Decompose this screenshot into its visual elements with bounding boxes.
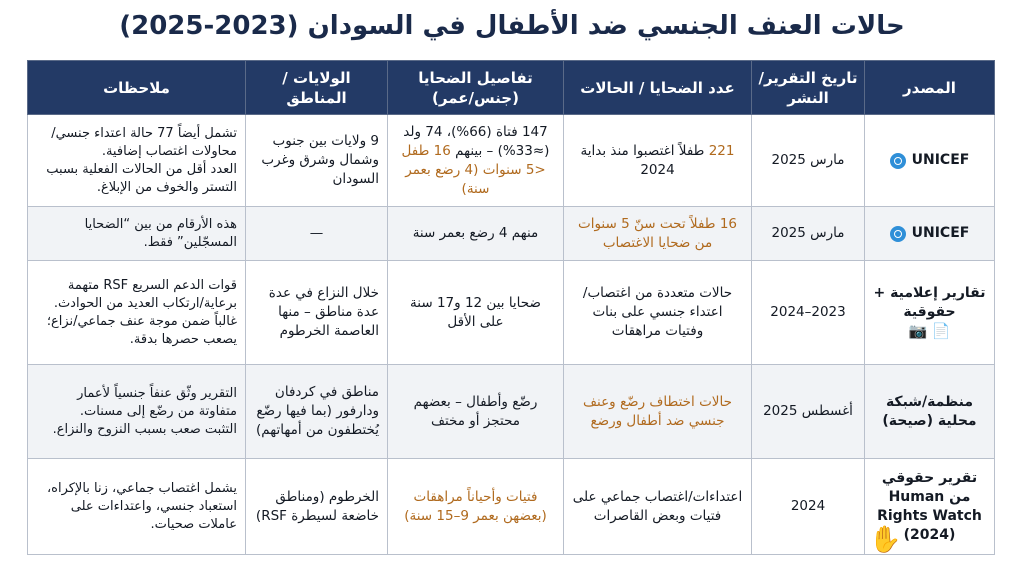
- cell-notes: [28, 365, 246, 459]
- header-regions: الولايات / المناطق: [246, 61, 388, 115]
- cell-regions: خلال النزاع في عدة عدة مناطق – منها العاصمة الخرطوم: [246, 261, 388, 365]
- table-row: [28, 365, 995, 459]
- table-row: [28, 115, 995, 207]
- cell-notes: [28, 115, 246, 207]
- header-notes: ملاحظات: [28, 61, 246, 115]
- cell-date: مارس 2025: [752, 115, 865, 207]
- note-line: تشمل أيضاً 77 حالة اعتداء جنسي/ محاولات اغتصاب إضافية.: [51, 125, 237, 159]
- source-name: UNICEF: [911, 225, 970, 241]
- cell-details: منهم 4 رضع بعمر سنة: [388, 207, 564, 261]
- un-icon: [890, 153, 906, 169]
- cell-count: [564, 115, 752, 207]
- note-line: العدد أقل من الحالات الفعلية بسبب التستر والخوف من الإبلاغ.: [46, 161, 237, 195]
- details-text: 147 فتاة (66%)، 74 ولد (≈33%) – بينهم: [403, 123, 550, 159]
- note-line: التثبت صعب بسبب النزوح والنزاع.: [52, 421, 237, 437]
- cell-details: رضّع وأطفال – بعضهم محتجز أو مختف: [388, 365, 564, 459]
- cell-date: 2024: [752, 459, 865, 555]
- count-highlight: 221: [708, 142, 735, 159]
- details-highlight: 16 طفل <5 سنوات (4 رضع بعمر سنة): [401, 142, 546, 197]
- source-name: UNICEF: [911, 152, 970, 168]
- cell-regions: الخرطوم (ومناطق خاضعة لسيطرة RSF): [246, 459, 388, 555]
- note-line: يشمل اغتصاب جماعي، زنا بالإكراه، استعباد جنسي، واعتداءات على عاملات صحيات.: [46, 480, 237, 532]
- cell-date: أغسطس 2025: [752, 365, 865, 459]
- cell-regions: —: [246, 207, 388, 261]
- cell-details: فتيات وأحياناً مراهقات (بعضهن بعمر 9–15 سنة): [388, 459, 564, 555]
- cell-source: منظمة/شبكة محلية (صيحة): [865, 365, 995, 459]
- count-text: طفلاً اغتصبوا منذ بداية 2024: [580, 142, 705, 178]
- table-row: [28, 261, 995, 365]
- cell-regions: مناطق في كردفان ودارفور (بما فيها رضّع يُختطفون من أمهاتهم): [246, 365, 388, 459]
- cell-date: 2023–2024: [752, 261, 865, 365]
- source-name: تقرير حقوقي من Human Rights Watch (2024): [877, 469, 982, 543]
- cases-table-container: [28, 60, 995, 554]
- cell-source: [865, 115, 995, 207]
- page-title: حالات العنف الجنسي ضد الأطفال في السودان (2023-2025): [119, 11, 905, 41]
- cell-source: [865, 261, 995, 365]
- header-date: تاريخ التقرير/النشر: [752, 61, 865, 115]
- cell-notes: [28, 459, 246, 555]
- table-row: [28, 207, 995, 261]
- cell-count: حالات اختطاف رضّع وعنف جنسي ضد أطفال ورضع: [564, 365, 752, 459]
- hand-icon: ✋: [869, 525, 902, 555]
- note-line: التقرير وثّق عنفاً جنسياً لأعمار متفاوتة من رضّع إلى مسنات.: [77, 385, 237, 419]
- cases-table: [27, 60, 995, 555]
- cell-notes: [28, 207, 246, 261]
- cell-source: [865, 459, 995, 555]
- note-line: هذه الأرقام من بين “الضحايا المسجّلين” فقط.: [84, 216, 237, 250]
- un-icon: [890, 226, 906, 242]
- cell-details: ضحايا بين 12 و17 سنة على الأقل: [388, 261, 564, 365]
- document-camera-icon: 📄 📷: [908, 322, 951, 340]
- note-line: غالباً ضمن موجة عنف جماعي/نزاع؛ يصعب حصرها بدقة.: [46, 313, 237, 347]
- cell-count: 16 طفلاً تحت سنّ 5 سنوات من ضحايا الاغتصاب: [564, 207, 752, 261]
- cell-count: حالات متعددة من اغتصاب/اعتداء جنسي على بنات وفتيات مراهقات: [564, 261, 752, 365]
- cell-count: اعتداءات/اغتصاب جماعي على فتيات وبعض القاصرات: [564, 459, 752, 555]
- cell-details: [388, 115, 564, 207]
- note-line: قوات الدعم السريع RSF متهمة برعاية/ارتكاب العديد من الحوادث.: [53, 277, 237, 311]
- header-details: تفاصيل الضحايا (جنس/عمر): [388, 61, 564, 115]
- cell-date: مارس 2025: [752, 207, 865, 261]
- table-row: [28, 459, 995, 555]
- cell-notes: [28, 261, 246, 365]
- cell-source: [865, 207, 995, 261]
- header-source: المصدر: [865, 61, 995, 115]
- cell-regions: 9 ولايات بين جنوب وشمال وشرق وغرب السودان: [246, 115, 388, 207]
- source-name: تقارير إعلامية + حقوقية: [873, 285, 986, 320]
- header-count: عدد الضحايا / الحالات: [564, 61, 752, 115]
